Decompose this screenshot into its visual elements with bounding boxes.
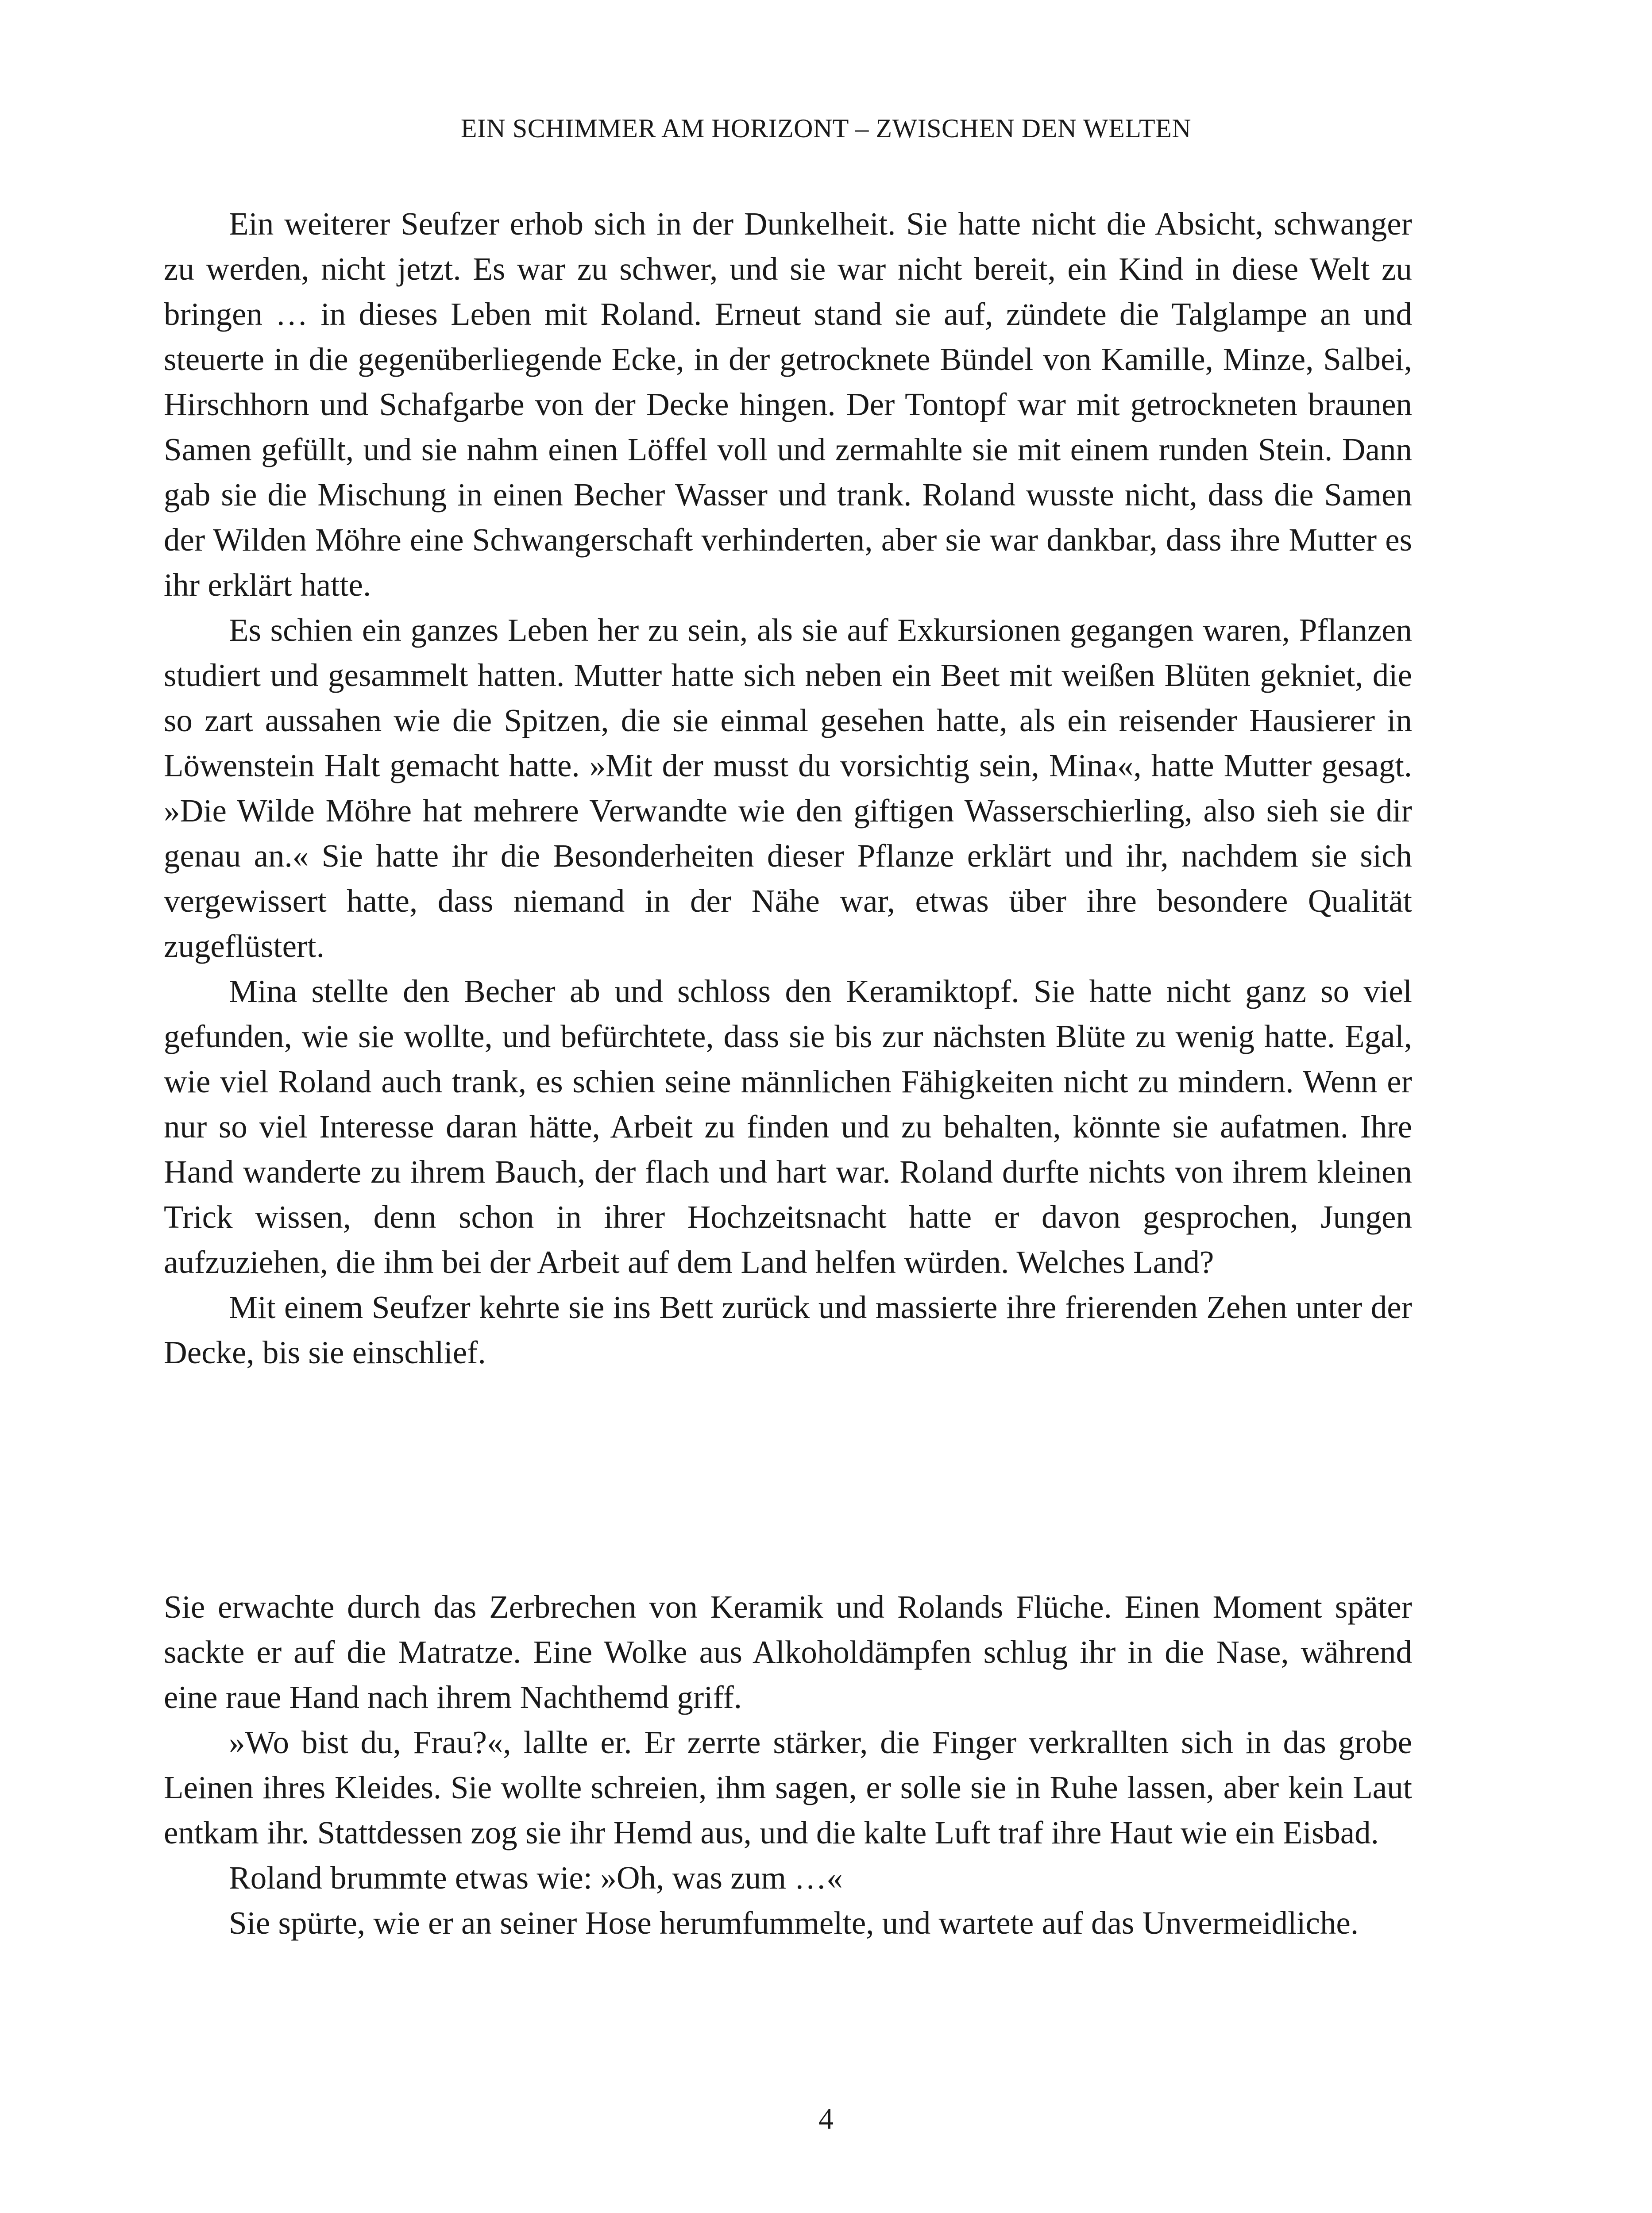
paragraph: Mit einem Seufzer kehrte sie ins Bett zurück und massierte ihre frierenden Zehen unter der Decke, bis sie einschlief. [164, 1289, 1412, 1370]
paragraph: Mina stellte den Becher ab und schloss den Keramiktopf. Sie hatte nicht ganz so viel gefunden, wie sie wollte, und befürchtete, dass sie bis zur nächsten Blüte zu wenig hatte. Egal, wie viel Roland auch trank, es schien seine männlichen Fähigkeiten nicht zu mindern. Wenn er nur so viel Interesse daran hätte, Arbeit zu finden und zu behalten, könnte sie aufatmen. Ihre Hand wanderte zu ihrem Bauch, der flach und hart war. Roland durfte nichts von ihrem kleinen Trick wissen, denn schon in ihrer Hochzeitsnacht hatte er davon gesprochen, Jungen aufzuziehen, die ihm bei der Arbeit auf dem Land helfen würden. Welches Land? [164, 973, 1412, 1280]
section-opening-paragraph: Sie erwachte durch das Zerbrechen von Keramik und Rolands Flüche. Einen Moment später sackte er auf die Matratze. Eine Wolke aus Alkoholdämpfen schlug ihr in die Nase, während eine raue Hand nach ihrem Nachthemd griff. [164, 1589, 1412, 1715]
paragraph: Ein weiterer Seufzer erhob sich in der Dunkelheit. Sie hatte nicht die Absicht, schwanger zu werden, nicht jetzt. Es war zu schwer, und sie war nicht bereit, ein Kind in diese Welt zu bringen … in dieses Leben mit Roland. Erneut stand sie auf, zündete die Talglampe an und steuerte in die gegenüberliegende Ecke, in der getrocknete Bündel von Kamille, Minze, Salbei, Hirschhorn und Schafgarbe von der Decke hingen. Der Tontopf war mit getrockneten braunen Samen gefüllt, und sie nahm einen Löffel voll und zermahlte sie mit einem runden Stein. Dann gab sie die Mischung in einen Becher Wasser und trank. Roland wusste nicht, dass die Samen der Wilden Möhre eine Schwangerschaft verhinderten, aber sie war dankbar, dass ihre Mutter es ihr erklärt hatte. [164, 206, 1412, 603]
paragraph: Roland brummte etwas wie: »Oh, was zum …« [229, 1860, 843, 1896]
paragraph: Sie spürte, wie er an seiner Hose herumfummelte, und wartete auf das Unvermeidliche. [229, 1905, 1359, 1941]
page-number: 4 [818, 2102, 834, 2136]
running-header: EIN SCHIMMER AM HORIZONT – ZWISCHEN DEN WELTEN [460, 114, 1192, 143]
paragraph: »Wo bist du, Frau?«, lallte er. Er zerrte stärker, die Finger verkrallten sich in das grobe Leinen ihres Kleides. Sie wollte schreien, ihm sagen, er solle sie in Ruhe lassen, aber kein Laut entkam ihr. Stattdessen zog sie ihr Hemd aus, und die kalte Luft traf ihre Haut wie ein Eisbad. [164, 1724, 1412, 1851]
section-one [164, 201, 1412, 1375]
paragraph: Es schien ein ganzes Leben her zu sein, als sie auf Exkursionen gegangen waren, Pflanzen studiert und gesammelt hatten. Mutter hatte sich neben ein Beet mit weißen Blüten gekniet, die so zart aussahen wie die Spitzen, die sie einmal gesehen hatte, als ein reisender Hausierer in Löwenstein Halt gemacht hatte. »Mit der musst du vorsichtig sein, Mina«, hatte Mutter gesagt. »Die Wilde Möhre hat mehrere Verwandte wie den giftigen Wasserschierling, also sieh sie dir genau an.« Sie hatte ihr die Besonderheiten dieser Pflanze erklärt und ihr, nachdem sie sich vergewissert hatte, dass niemand in der Nähe war, etwas über ihre besondere Qualität zugeflüstert. [164, 612, 1412, 964]
section-two [164, 1585, 1412, 1946]
